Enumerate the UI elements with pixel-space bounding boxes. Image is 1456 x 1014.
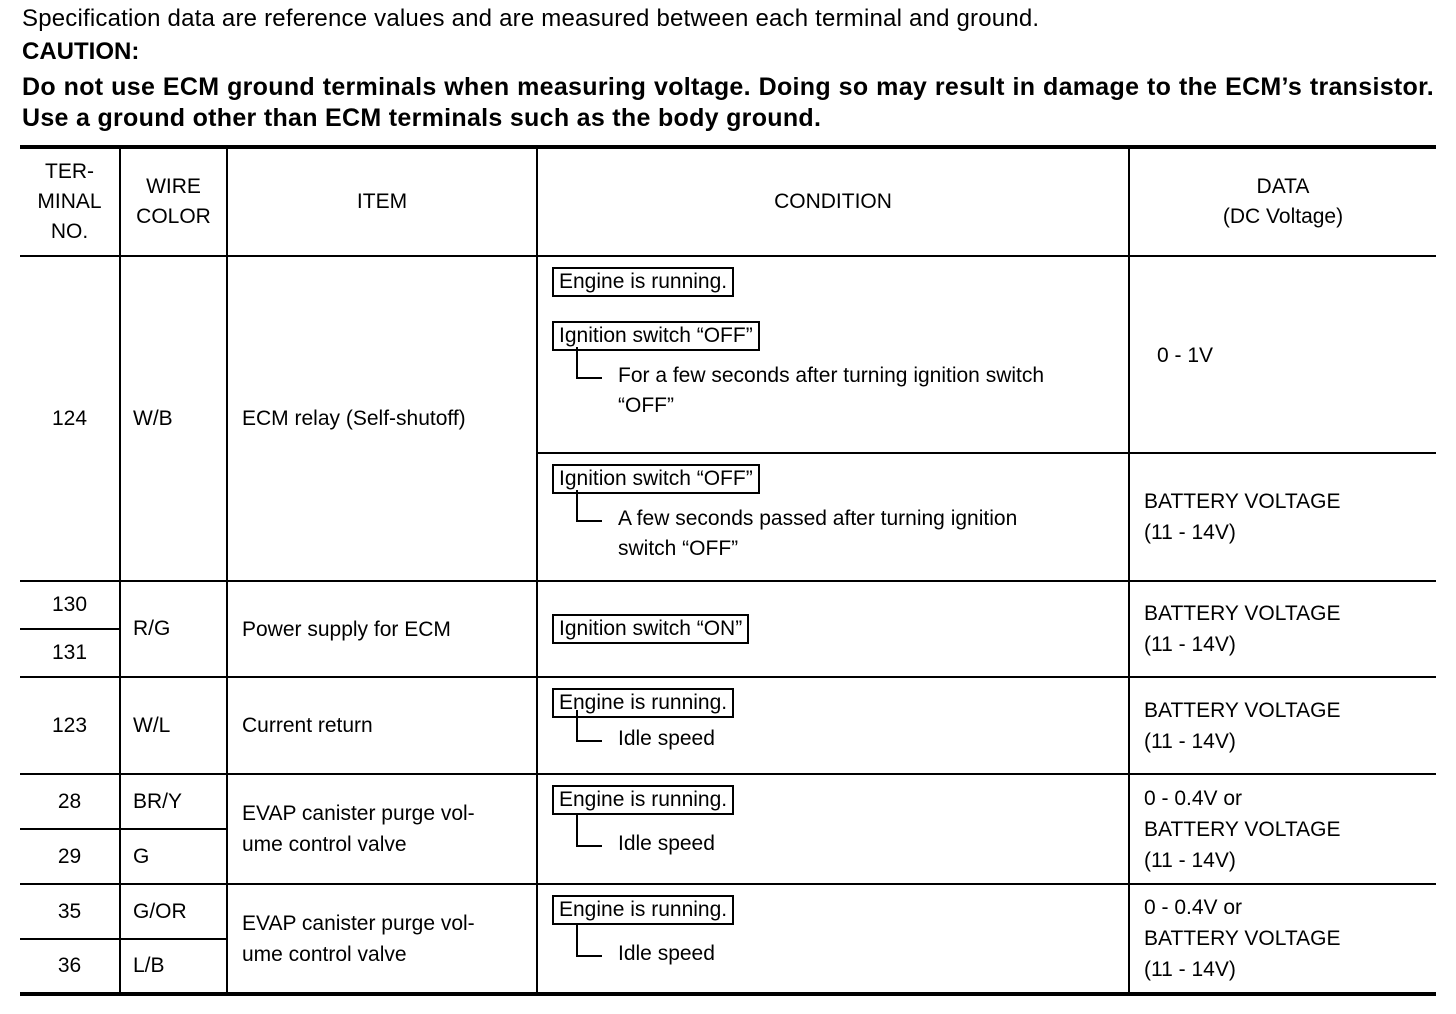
data-cell: 0 - 0.4V or BATTERY VOLTAGE (11 - 14V) — [1129, 774, 1436, 884]
condition-cell — [537, 581, 1129, 677]
caution-body: Do not use ECM ground terminals when measuring voltage. Doing so may result in damage to the ECM’s transistor. Use a ground other than ECM terminals such as the body ground. — [22, 73, 1434, 132]
header-wire-color: WIRE COLOR — [120, 147, 227, 256]
terminal-cell: 131 — [20, 629, 120, 677]
item-cell: Power supply for ECM — [227, 581, 537, 677]
condition-box: Ignition switch “OFF” — [552, 464, 760, 494]
condition-sub: Idle speed — [552, 724, 1114, 754]
wire-color-cell: BR/Y — [120, 774, 227, 829]
table-row — [20, 884, 1436, 939]
condition-sub: For a few seconds after turning ignition switch “OFF” — [552, 361, 1114, 421]
terminal-cell: 35 — [20, 884, 120, 939]
wire-color-cell: L/B — [120, 939, 227, 994]
header-condition: CONDITION — [537, 147, 1129, 256]
terminal-cell: 130 — [20, 581, 120, 629]
data-cell: BATTERY VOLTAGE (11 - 14V) — [1129, 677, 1436, 774]
wire-color-cell: W/L — [120, 677, 227, 774]
table-header-row — [20, 147, 1436, 256]
data-cell: BATTERY VOLTAGE (11 - 14V) — [1129, 581, 1436, 677]
terminal-cell: 28 — [20, 774, 120, 829]
data-value: 0 - 1V — [1157, 344, 1214, 367]
terminal-spec-table — [20, 145, 1436, 996]
item-cell: EVAP canister purge vol- ume control valve — [227, 774, 537, 884]
condition-sub: A few seconds passed after turning ignition switch “OFF” — [552, 504, 1114, 564]
condition-sub: Idle speed — [552, 829, 1114, 859]
condition-cell — [537, 774, 1129, 884]
terminal-cell: 29 — [20, 829, 120, 884]
condition-box: Engine is running. — [552, 267, 734, 297]
terminal-cell: 124 — [20, 256, 120, 581]
header-terminal-no: TER- MINAL NO. — [20, 147, 120, 256]
table-row — [20, 677, 1436, 774]
condition-box: Ignition switch “OFF” — [552, 321, 760, 351]
terminal-cell: 36 — [20, 939, 120, 994]
wire-color-cell: G — [120, 829, 227, 884]
item-cell: EVAP canister purge vol- ume control valve — [227, 884, 537, 994]
condition-cell — [537, 453, 1129, 581]
data-cell: 0 - 0.4V or BATTERY VOLTAGE (11 - 14V) — [1129, 884, 1436, 994]
condition-box: Ignition switch “ON” — [552, 614, 749, 644]
wire-color-cell: R/G — [120, 581, 227, 677]
data-cell: BATTERY VOLTAGE (11 - 14V) — [1129, 453, 1436, 581]
table-row — [20, 581, 1436, 629]
item-cell: ECM relay (Self-shutoff) — [227, 256, 537, 581]
header-data: DATA (DC Voltage) — [1129, 147, 1436, 256]
condition-sub: Idle speed — [552, 939, 1114, 969]
item-cell: Current return — [227, 677, 537, 774]
condition-box: Engine is running. — [552, 688, 734, 718]
condition-cell — [537, 677, 1129, 774]
table-row — [20, 774, 1436, 829]
wire-color-cell: W/B — [120, 256, 227, 581]
caution-heading: CAUTION: — [22, 38, 140, 65]
condition-cell — [537, 884, 1129, 994]
wire-color-cell: G/OR — [120, 884, 227, 939]
condition-box: Engine is running. — [552, 785, 734, 815]
table-row — [20, 256, 1436, 453]
terminal-cell: 123 — [20, 677, 120, 774]
condition-cell — [537, 256, 1129, 453]
header-item: ITEM — [227, 147, 537, 256]
condition-box: Engine is running. — [552, 895, 734, 925]
intro-text: Specification data are reference values and are measured between each terminal and ground. — [22, 5, 1040, 32]
